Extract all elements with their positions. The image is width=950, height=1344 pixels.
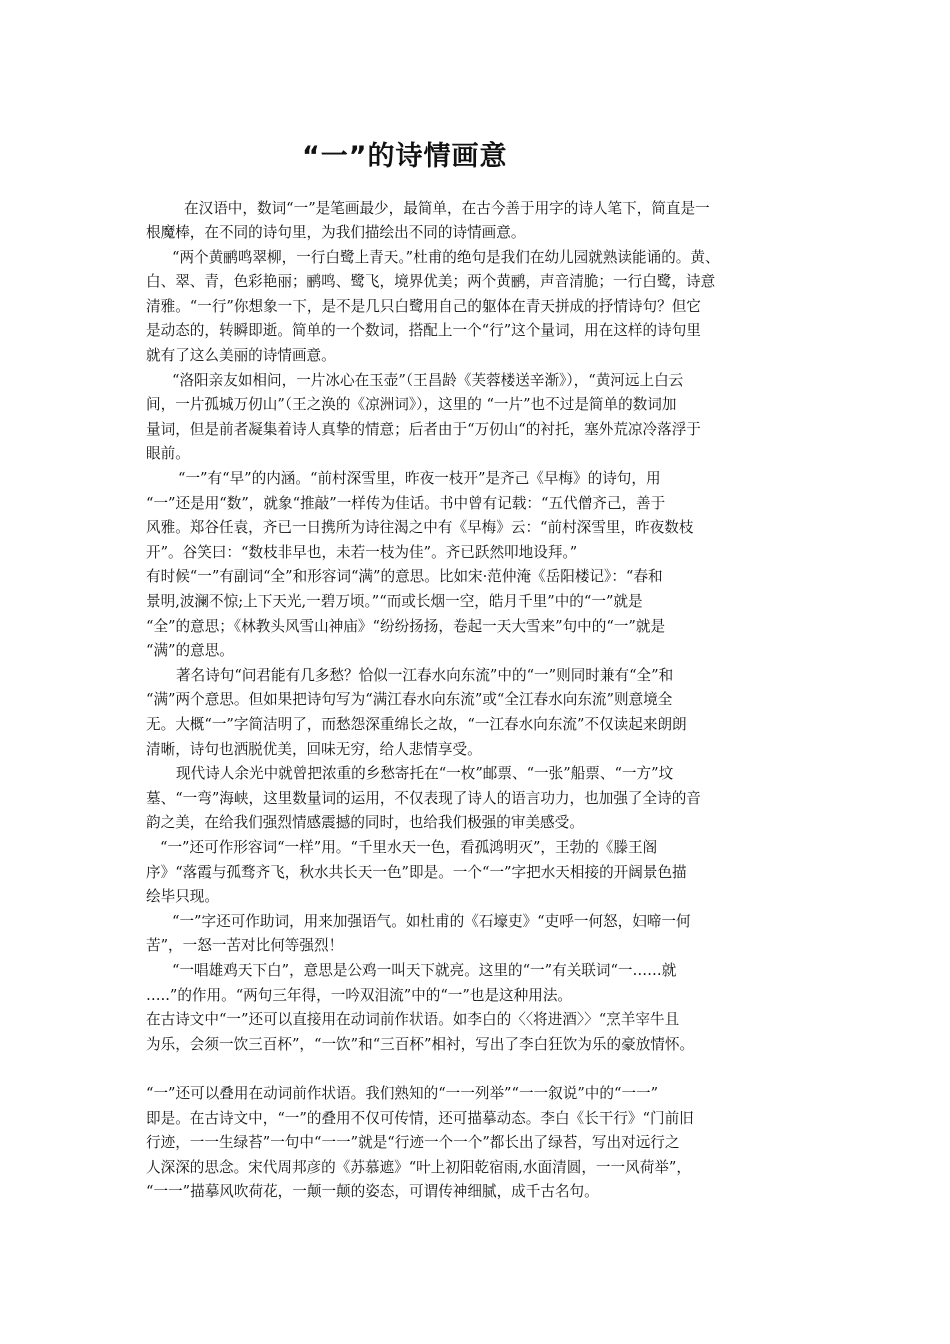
text-line: 就有了这么美丽的诗情画意。	[146, 347, 336, 364]
text-line: “一”还可以叠用在动词前作状语。我们熟知的“一一列举”“一一叙说”中的“一一”	[146, 1085, 659, 1102]
page-title: “一”的诗情画意	[302, 141, 508, 172]
text-line: 韵之美，在给我们强烈情感震撼的同时，也给我们极强的审美感受。	[146, 814, 584, 831]
text-line: 风雅。郑谷任袁，齐已一日携所为诗往渴之中有《早梅》云：“前村深雪里，昨夜数枝	[146, 519, 694, 536]
text-line: 即是。在古诗文中，“一”的叠用不仅可传情，还可描摹动态。李白《长干行》“门前旧	[146, 1110, 694, 1127]
text-line: 在汉语中，数词“一”是笔画最少，最简单，在古今善于用字的诗人笔下，简直是一	[184, 200, 710, 217]
text-line: 序》“落霞与孤骛齐飞，秋水共长天一色”即是。一个“一”字把水天相接的开阔景色描	[146, 864, 687, 881]
text-line: “一”有“早”的内涵。“前村深雪里，昨夜一枝开”是齐己《早梅》的诗句，用	[178, 470, 661, 487]
text-line: “全”的意思；《林教头风雪山神庙》“纷纷扬扬，卷起一天大雪来”句中的“一”就是	[146, 618, 666, 635]
text-line: 清雅。“一行”你想象一下，是不是几只白鹭用自己的躯体在青天拼成的抒情诗句？但它	[146, 298, 701, 315]
text-line: 无。大概“一”字简洁明了，而愁怨深重绵长之故，“一江春水向东流”不仅读起来朗朗	[146, 716, 687, 733]
text-line: 有时候“一”有副词“全”和形容词“满”的意思。比如宋·范仲淹《岳阳楼记》：“春和	[146, 568, 663, 585]
text-line: 在古诗文中“一”还可以直接用在动词前作状语。如李白的〈〈将进酒〉〉“烹羊宰牛且	[146, 1011, 680, 1028]
text-line: 开”。谷笑曰：“数枝非早也，未若一枝为佳”。齐已跃然叩地设拜。”	[146, 544, 578, 561]
text-line: “一一”描摹风吹荷花，一颠一颠的姿态，可谓传神细腻，成千古名句。	[146, 1183, 599, 1200]
text-line: 著名诗句“问君能有几多愁？恰似一江春水向东流”中的“一”则同时兼有“全”和	[176, 667, 674, 684]
text-line: “一”还是用“数”，就象“推敲”一样传为佳话。书中曾有记载：“五代僧齐己，善于	[146, 495, 666, 512]
text-line: 根魔棒，在不同的诗句里，为我们描绘出不同的诗情画意。	[146, 224, 526, 241]
text-line: “一唱雄鸡天下白”，意思是公鸡一叫天下就亮。这里的“一”有关联词“一……就	[172, 962, 677, 979]
text-line: “满”的意思。	[146, 642, 234, 659]
text-line: 是动态的，转瞬即逝。简单的一个数词，搭配上一个“行”这个量词，用在这样的诗句里	[146, 322, 701, 339]
text-line: 量词，但是前者凝集着诗人真挚的情意；后者由于“万仞山“的衬托，塞外荒凉冷落浮于	[146, 421, 701, 438]
text-line: 清晰，诗句也洒脱优美，回味无穷，给人悲情享受。	[146, 741, 482, 758]
text-line: 眼前。	[146, 445, 190, 462]
text-line: “一”字还可作助词，用来加强语气。如杜甫的《石壕吏》“吏呼一何怒，妇啼一何	[172, 913, 691, 930]
text-line: 人深深的思念。宋代周邦彦的《苏慕遮》“叶上初阳乾宿雨,水面清圆，一一风荷举”，	[146, 1159, 691, 1176]
text-line: …..”的作用。“两句三年得，一吟双泪流”中的“一”也是这种用法。	[146, 987, 573, 1004]
text-line: 现代诗人余光中就曾把浓重的乡愁寄托在“一枚”邮票、“一张”船票、“一方”坟	[176, 765, 674, 782]
text-line: 绘毕只现。	[146, 888, 219, 905]
text-line: “洛阳亲友如相问，一片冰心在玉壶”（王昌龄《芙蓉楼送辛渐》），“黄河远上白云	[172, 372, 684, 389]
text-line: 间，一片孤城万仞山”（王之涣的《凉洲词》），这里的 “一片”也不过是简单的数词加	[146, 396, 677, 413]
text-line: “两个黄鹂鸣翠柳，一行白鹭上青天。”杜甫的绝句是我们在幼儿园就熟读能诵的。黄、	[172, 249, 720, 266]
text-line: 墓、“一弯”海峡，这里数量词的运用，不仅表现了诗人的语言功力，也加强了全诗的音	[146, 790, 701, 807]
text-line: “一”还可作形容词“一样”用。“千里水天一色，看孤鸿明灭”，王勃的《滕王阁	[160, 839, 658, 856]
text-line: 苦”，一怒一苦对比何等强烈！	[146, 937, 344, 954]
text-line: 景明,波澜不惊;上下天光,一碧万顷。”“而或长烟一空，皓月千里”中的“一”就是	[146, 593, 643, 610]
text-line: 白、翠、青，色彩艳丽；鹂鸣、鹭飞，境界优美；两个黄鹂，声音清脆；一行白鹭，诗意	[146, 273, 716, 290]
text-line: 为乐，会须一饮三百杯”，“一饮”和“三百杯”相衬，写出了李白狂饮为乐的豪放情怀。	[146, 1036, 695, 1053]
text-line: “满”两个意思。但如果把诗句写为“满江春水向东流”或“全江春水向东流”则意境全	[146, 691, 673, 708]
text-line: 行迹，一一生绿苔”一句中“一一”就是“行迹一个一个”都长出了绿苔，写出对远行之	[146, 1134, 680, 1151]
